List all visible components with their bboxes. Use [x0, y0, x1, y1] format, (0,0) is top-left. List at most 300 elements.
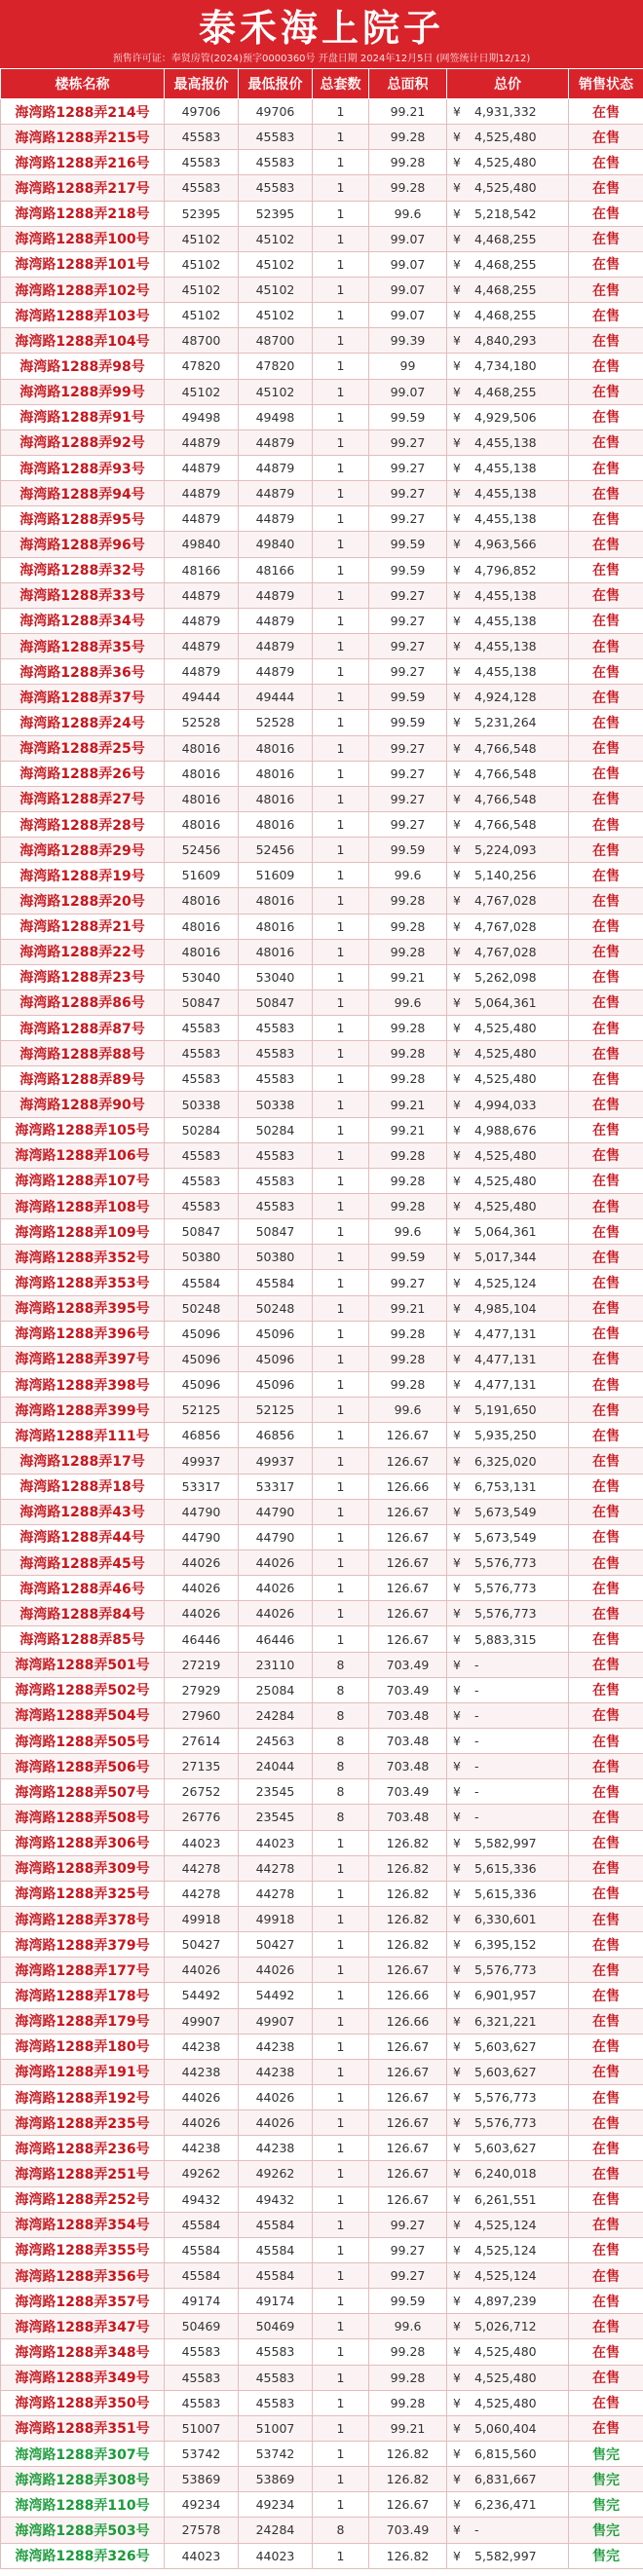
min-price-cell: 44879 — [239, 608, 313, 633]
min-price-cell: 45583 — [239, 2339, 313, 2365]
total-area-cell: 99.27 — [369, 582, 447, 608]
max-price-cell: 45096 — [165, 1321, 239, 1346]
max-price-cell: 44238 — [165, 2034, 239, 2059]
building-name-cell: 海湾路1288弄251号 — [1, 2161, 165, 2186]
total-price-value: 4,455,138 — [474, 486, 537, 502]
building-name-cell: 海湾路1288弄17号 — [1, 1448, 165, 1474]
max-price-cell: 49840 — [165, 532, 239, 557]
table-row — [1, 1474, 643, 1499]
unit-count-cell: 1 — [313, 328, 369, 354]
max-price-cell: 48016 — [165, 811, 239, 837]
sales-status-cell: 在售 — [569, 1805, 643, 1830]
currency-symbol: ¥ — [453, 1250, 461, 1265]
total-price-value: - — [474, 1682, 479, 1698]
currency-symbol: ¥ — [453, 461, 461, 476]
unit-count-cell: 1 — [313, 608, 369, 633]
sales-status-cell: 售完 — [569, 2543, 643, 2568]
presale-permit-info: 预售许可证：奉贤房管(2024)预字0000360号 开盘日期 2024年12月5日 (网签统计日期12/12) — [112, 54, 531, 64]
table-row — [1, 379, 643, 404]
total-price-cell — [447, 1906, 569, 1931]
max-price-cell: 52456 — [165, 838, 239, 863]
total-price-value: - — [474, 2522, 479, 2538]
unit-count-cell: 1 — [313, 2262, 369, 2288]
min-price-cell: 45096 — [239, 1321, 313, 1346]
total-price-value: 4,468,255 — [474, 384, 537, 399]
unit-count-cell: 1 — [313, 685, 369, 710]
total-area-cell: 126.67 — [369, 1524, 447, 1549]
currency-symbol: ¥ — [453, 333, 461, 349]
min-price-cell: 49918 — [239, 1906, 313, 1931]
table-row — [1, 303, 643, 328]
table-row — [1, 735, 643, 761]
unit-count-cell: 1 — [313, 2237, 369, 2262]
total-price-cell — [447, 1881, 569, 1906]
max-price-cell: 49907 — [165, 2008, 239, 2034]
total-area-cell: 99.21 — [369, 99, 447, 125]
building-name-cell: 海湾路1288弄108号 — [1, 1194, 165, 1219]
total-price-cell — [447, 1398, 569, 1423]
sales-status-cell: 在售 — [569, 1295, 643, 1321]
currency-symbol: ¥ — [453, 358, 461, 374]
max-price-cell: 44879 — [165, 429, 239, 455]
total-price-value: 5,576,773 — [474, 1555, 537, 1571]
total-price-value: 5,191,650 — [474, 1402, 537, 1418]
sales-status-cell: 在售 — [569, 354, 643, 379]
total-area-cell: 99.6 — [369, 201, 447, 226]
total-area-cell: 703.49 — [369, 1652, 447, 1677]
unit-count-cell: 1 — [313, 1550, 369, 1576]
table-row — [1, 1372, 643, 1398]
total-price-cell — [447, 404, 569, 429]
currency-symbol: ¥ — [453, 2294, 461, 2309]
currency-symbol: ¥ — [453, 537, 461, 552]
min-price-cell: 44278 — [239, 1881, 313, 1906]
total-price-value: 5,224,093 — [474, 842, 537, 858]
sales-status-cell: 在售 — [569, 608, 643, 633]
sales-status-cell: 在售 — [569, 2314, 643, 2339]
building-name-cell: 海湾路1288弄192号 — [1, 2084, 165, 2109]
max-price-cell: 45584 — [165, 2237, 239, 2262]
table-row — [1, 1830, 643, 1855]
currency-symbol: ¥ — [453, 1682, 461, 1698]
min-price-cell: 52528 — [239, 710, 313, 735]
unit-count-cell: 8 — [313, 1652, 369, 1677]
unit-count-cell: 1 — [313, 811, 369, 837]
total-area-cell: 99.28 — [369, 1321, 447, 1346]
min-price-cell: 52395 — [239, 201, 313, 226]
sales-status-cell: 在售 — [569, 1245, 643, 1270]
total-area-cell: 99.6 — [369, 1219, 447, 1245]
max-price-cell: 44238 — [165, 2136, 239, 2161]
total-price-value: 4,525,480 — [474, 1147, 537, 1163]
max-price-cell: 45583 — [165, 1016, 239, 1041]
min-price-cell: 49498 — [239, 404, 313, 429]
total-price-cell — [447, 1779, 569, 1805]
total-price-value: 4,525,480 — [474, 2395, 537, 2410]
total-price-cell — [447, 1194, 569, 1219]
total-area-cell: 99.21 — [369, 2415, 447, 2441]
table-row — [1, 1041, 643, 1066]
min-price-cell: 53317 — [239, 1474, 313, 1499]
min-price-cell: 48016 — [239, 811, 313, 837]
table-row — [1, 1626, 643, 1652]
total-area-cell: 126.67 — [369, 2186, 447, 2212]
total-price-cell — [447, 1245, 569, 1270]
table-header — [1, 69, 643, 99]
currency-symbol: ¥ — [453, 1275, 461, 1290]
sales-status-cell: 在售 — [569, 404, 643, 429]
table-row — [1, 1499, 643, 1524]
unit-count-cell: 1 — [313, 1092, 369, 1117]
total-price-value: 4,767,028 — [474, 918, 537, 934]
table-row — [1, 1168, 643, 1193]
table-row — [1, 481, 643, 506]
currency-symbol: ¥ — [453, 384, 461, 399]
total-area-cell: 126.82 — [369, 1906, 447, 1931]
unit-count-cell: 1 — [313, 735, 369, 761]
building-name-cell: 海湾路1288弄84号 — [1, 1601, 165, 1626]
total-price-value: 4,455,138 — [474, 587, 537, 603]
sales-status-cell: 在售 — [569, 1448, 643, 1474]
unit-count-cell: 1 — [313, 506, 369, 532]
building-name-cell: 海湾路1288弄86号 — [1, 989, 165, 1015]
total-area-cell: 99.27 — [369, 735, 447, 761]
currency-symbol: ¥ — [453, 2090, 461, 2106]
unit-count-cell: 8 — [313, 1677, 369, 1702]
building-name-cell: 海湾路1288弄45号 — [1, 1550, 165, 1576]
total-price-cell — [447, 1066, 569, 1092]
table-row — [1, 2441, 643, 2466]
currency-symbol: ¥ — [453, 791, 461, 806]
sales-status-cell: 在售 — [569, 1016, 643, 1041]
min-price-cell: 50427 — [239, 1932, 313, 1958]
total-area-cell: 99.28 — [369, 1194, 447, 1219]
unit-count-cell: 1 — [313, 1601, 369, 1626]
currency-symbol: ¥ — [453, 2141, 461, 2156]
total-price-value: 6,815,560 — [474, 2446, 537, 2461]
total-price-cell — [447, 532, 569, 557]
min-price-cell: 48016 — [239, 786, 313, 811]
total-price-cell — [447, 1932, 569, 1958]
unit-count-cell: 1 — [313, 2059, 369, 2084]
currency-symbol: ¥ — [453, 842, 461, 858]
total-price-cell — [447, 303, 569, 328]
table-row — [1, 455, 643, 480]
building-name-cell: 海湾路1288弄93号 — [1, 455, 165, 480]
min-price-cell: 53869 — [239, 2467, 313, 2492]
unit-count-cell: 1 — [313, 1117, 369, 1142]
sales-status-cell: 在售 — [569, 2110, 643, 2136]
building-name-cell: 海湾路1288弄18号 — [1, 1474, 165, 1499]
sales-status-cell: 在售 — [569, 1932, 643, 1958]
table-row — [1, 1729, 643, 1754]
currency-symbol: ¥ — [453, 1962, 461, 1978]
total-price-cell — [447, 2365, 569, 2390]
total-price-value: 4,985,104 — [474, 1300, 537, 1316]
table-row — [1, 1524, 643, 1549]
unit-count-cell: 1 — [313, 277, 369, 302]
total-price-cell — [447, 1677, 569, 1702]
max-price-cell: 27960 — [165, 1702, 239, 1728]
max-price-cell: 44879 — [165, 659, 239, 685]
min-price-cell: 45584 — [239, 2262, 313, 2288]
building-name-cell: 海湾路1288弄88号 — [1, 1041, 165, 1066]
sales-status-cell: 在售 — [569, 99, 643, 125]
total-price-value: 4,766,548 — [474, 791, 537, 806]
col-unit-count: 总套数 — [313, 69, 369, 99]
currency-symbol: ¥ — [453, 690, 461, 705]
total-area-cell: 126.67 — [369, 1550, 447, 1576]
min-price-cell: 47820 — [239, 354, 313, 379]
max-price-cell: 26752 — [165, 1779, 239, 1805]
max-price-cell: 44879 — [165, 582, 239, 608]
max-price-cell: 48700 — [165, 328, 239, 354]
min-price-cell: 51609 — [239, 863, 313, 888]
table-row — [1, 2237, 643, 2262]
table-row — [1, 1346, 643, 1371]
total-price-value: 4,840,293 — [474, 333, 537, 349]
max-price-cell: 45583 — [165, 150, 239, 175]
max-price-cell: 26776 — [165, 1805, 239, 1830]
building-name-cell: 海湾路1288弄89号 — [1, 1066, 165, 1092]
table-row — [1, 914, 643, 939]
currency-symbol: ¥ — [453, 2242, 461, 2258]
unit-count-cell: 1 — [313, 1626, 369, 1652]
max-price-cell: 46856 — [165, 1423, 239, 1448]
table-row — [1, 786, 643, 811]
total-price-value: 4,468,255 — [474, 308, 537, 323]
min-price-cell: 45583 — [239, 175, 313, 201]
min-price-cell: 24284 — [239, 1702, 313, 1728]
total-area-cell: 99.28 — [369, 1041, 447, 1066]
total-area-cell: 99.28 — [369, 175, 447, 201]
currency-symbol: ¥ — [453, 969, 461, 985]
total-price-cell — [447, 481, 569, 506]
unit-count-cell: 1 — [313, 1066, 369, 1092]
building-name-cell: 海湾路1288弄23号 — [1, 964, 165, 989]
total-area-cell: 703.48 — [369, 1729, 447, 1754]
total-price-cell — [447, 1499, 569, 1524]
min-price-cell: 48016 — [239, 761, 313, 786]
sales-status-cell: 在售 — [569, 1423, 643, 1448]
min-price-cell: 45096 — [239, 1346, 313, 1371]
currency-symbol: ¥ — [453, 1734, 461, 1749]
table-row — [1, 685, 643, 710]
sales-status-cell: 售完 — [569, 2518, 643, 2543]
sales-status-cell: 在售 — [569, 735, 643, 761]
total-area-cell: 99.59 — [369, 404, 447, 429]
min-price-cell: 44879 — [239, 455, 313, 480]
sales-status-cell: 在售 — [569, 1601, 643, 1626]
unit-count-cell: 1 — [313, 2084, 369, 2109]
building-name-cell: 海湾路1288弄502号 — [1, 1677, 165, 1702]
unit-count-cell: 1 — [313, 1398, 369, 1423]
total-price-cell — [447, 175, 569, 201]
max-price-cell: 54492 — [165, 1983, 239, 2008]
building-name-cell: 海湾路1288弄19号 — [1, 863, 165, 888]
table-row — [1, 2186, 643, 2212]
max-price-cell: 44238 — [165, 2059, 239, 2084]
building-name-cell: 海湾路1288弄357号 — [1, 2289, 165, 2314]
max-price-cell: 49444 — [165, 685, 239, 710]
total-price-cell — [447, 2314, 569, 2339]
sales-status-cell: 在售 — [569, 125, 643, 150]
total-price-value: 4,525,480 — [474, 130, 537, 145]
building-name-cell: 海湾路1288弄216号 — [1, 150, 165, 175]
total-area-cell: 126.67 — [369, 2492, 447, 2518]
building-name-cell: 海湾路1288弄43号 — [1, 1499, 165, 1524]
building-name-cell: 海湾路1288弄352号 — [1, 1245, 165, 1270]
sales-status-cell: 在售 — [569, 863, 643, 888]
table-row — [1, 1219, 643, 1245]
building-name-cell: 海湾路1288弄27号 — [1, 786, 165, 811]
max-price-cell: 48016 — [165, 735, 239, 761]
total-area-cell: 703.49 — [369, 1677, 447, 1702]
max-price-cell: 53040 — [165, 964, 239, 989]
building-name-cell: 海湾路1288弄508号 — [1, 1805, 165, 1830]
table-row — [1, 2008, 643, 2034]
total-price-cell — [447, 1041, 569, 1066]
sales-status-cell: 在售 — [569, 761, 643, 786]
unit-count-cell: 1 — [313, 379, 369, 404]
unit-count-cell: 1 — [313, 1576, 369, 1601]
max-price-cell: 48166 — [165, 557, 239, 582]
total-price-value: 4,468,255 — [474, 256, 537, 272]
min-price-cell: 45584 — [239, 1270, 313, 1295]
total-price-value: 5,218,542 — [474, 205, 537, 221]
currency-symbol: ¥ — [453, 1529, 461, 1545]
total-price-cell — [447, 1626, 569, 1652]
currency-symbol: ¥ — [453, 1759, 461, 1774]
sales-status-cell: 在售 — [569, 685, 643, 710]
total-area-cell: 703.48 — [369, 1754, 447, 1779]
currency-symbol: ¥ — [453, 2038, 461, 2054]
total-area-cell: 99.07 — [369, 251, 447, 277]
total-area-cell: 99.28 — [369, 1066, 447, 1092]
sales-status-cell: 在售 — [569, 1270, 643, 1295]
sales-status-cell: 在售 — [569, 939, 643, 964]
sales-status-cell: 在售 — [569, 1652, 643, 1677]
currency-symbol: ¥ — [453, 918, 461, 934]
total-area-cell: 99.07 — [369, 379, 447, 404]
table-row — [1, 277, 643, 302]
total-area-cell: 126.82 — [369, 1881, 447, 1906]
total-price-value: - — [474, 1734, 479, 1749]
currency-symbol: ¥ — [453, 1351, 461, 1366]
table-row — [1, 2110, 643, 2136]
unit-count-cell: 1 — [313, 964, 369, 989]
min-price-cell: 24044 — [239, 1754, 313, 1779]
building-name-cell: 海湾路1288弄26号 — [1, 761, 165, 786]
unit-count-cell: 1 — [313, 150, 369, 175]
min-price-cell: 50847 — [239, 1219, 313, 1245]
max-price-cell: 52528 — [165, 710, 239, 735]
sales-status-cell: 在售 — [569, 710, 643, 735]
table-row — [1, 226, 643, 251]
building-name-cell: 海湾路1288弄85号 — [1, 1626, 165, 1652]
max-price-cell: 27578 — [165, 2518, 239, 2543]
total-price-value: 4,468,255 — [474, 231, 537, 246]
total-price-value: 4,455,138 — [474, 664, 537, 680]
min-price-cell: 44238 — [239, 2059, 313, 2084]
min-price-cell: 50469 — [239, 2314, 313, 2339]
total-price-cell — [447, 1321, 569, 1346]
building-name-cell: 海湾路1288弄218号 — [1, 201, 165, 226]
building-name-cell: 海湾路1288弄397号 — [1, 1346, 165, 1371]
unit-count-cell: 1 — [313, 354, 369, 379]
unit-count-cell: 1 — [313, 863, 369, 888]
max-price-cell: 44278 — [165, 1881, 239, 1906]
total-price-value: 6,321,221 — [474, 2013, 537, 2029]
unit-count-cell: 1 — [313, 251, 369, 277]
currency-symbol: ¥ — [453, 664, 461, 680]
currency-symbol: ¥ — [453, 2370, 461, 2385]
sales-status-cell: 在售 — [569, 914, 643, 939]
min-price-cell: 25084 — [239, 1677, 313, 1702]
total-area-cell: 99.28 — [369, 2339, 447, 2365]
min-price-cell: 45102 — [239, 303, 313, 328]
total-price-value: - — [474, 1657, 479, 1672]
total-area-cell: 99.27 — [369, 2212, 447, 2237]
sales-status-cell: 在售 — [569, 2339, 643, 2365]
total-price-cell — [447, 506, 569, 532]
currency-symbol: ¥ — [453, 765, 461, 781]
sales-status-cell: 在售 — [569, 2161, 643, 2186]
unit-count-cell: 1 — [313, 2492, 369, 2518]
sales-status-cell: 在售 — [569, 1398, 643, 1423]
building-name-cell: 海湾路1288弄396号 — [1, 1321, 165, 1346]
building-name-cell: 海湾路1288弄308号 — [1, 2467, 165, 2492]
max-price-cell: 27614 — [165, 1729, 239, 1754]
total-price-value: 5,231,264 — [474, 715, 537, 730]
table-row — [1, 761, 643, 786]
table-row — [1, 506, 643, 532]
unit-count-cell: 1 — [313, 1983, 369, 2008]
total-price-value: 5,017,344 — [474, 1250, 537, 1265]
total-area-cell: 126.67 — [369, 2136, 447, 2161]
building-name-cell: 海湾路1288弄102号 — [1, 277, 165, 302]
unit-count-cell: 8 — [313, 2518, 369, 2543]
sales-status-cell: 在售 — [569, 328, 643, 354]
max-price-cell: 53742 — [165, 2441, 239, 2466]
total-area-cell: 99.27 — [369, 786, 447, 811]
building-name-cell: 海湾路1288弄252号 — [1, 2186, 165, 2212]
total-price-cell — [447, 2467, 569, 2492]
total-area-cell: 99.27 — [369, 761, 447, 786]
table-row — [1, 99, 643, 125]
table-row — [1, 2084, 643, 2109]
unit-count-cell: 1 — [313, 1830, 369, 1855]
max-price-cell: 45584 — [165, 2262, 239, 2288]
currency-symbol: ¥ — [453, 1860, 461, 1876]
building-name-cell: 海湾路1288弄191号 — [1, 2059, 165, 2084]
total-price-value: 4,525,480 — [474, 1021, 537, 1036]
min-price-cell: 52456 — [239, 838, 313, 863]
total-area-cell: 703.48 — [369, 1805, 447, 1830]
sales-status-cell: 在售 — [569, 303, 643, 328]
total-area-cell: 126.67 — [369, 2084, 447, 2109]
sales-status-cell: 在售 — [569, 481, 643, 506]
table-row — [1, 2289, 643, 2314]
max-price-cell: 45583 — [165, 2390, 239, 2415]
unit-count-cell: 1 — [313, 1194, 369, 1219]
min-price-cell: 45583 — [239, 1016, 313, 1041]
total-price-value: 4,525,480 — [474, 1173, 537, 1188]
table-row — [1, 1855, 643, 1881]
building-name-cell: 海湾路1288弄307号 — [1, 2441, 165, 2466]
total-price-value: 6,236,471 — [474, 2497, 537, 2513]
max-price-cell: 44790 — [165, 1524, 239, 1549]
